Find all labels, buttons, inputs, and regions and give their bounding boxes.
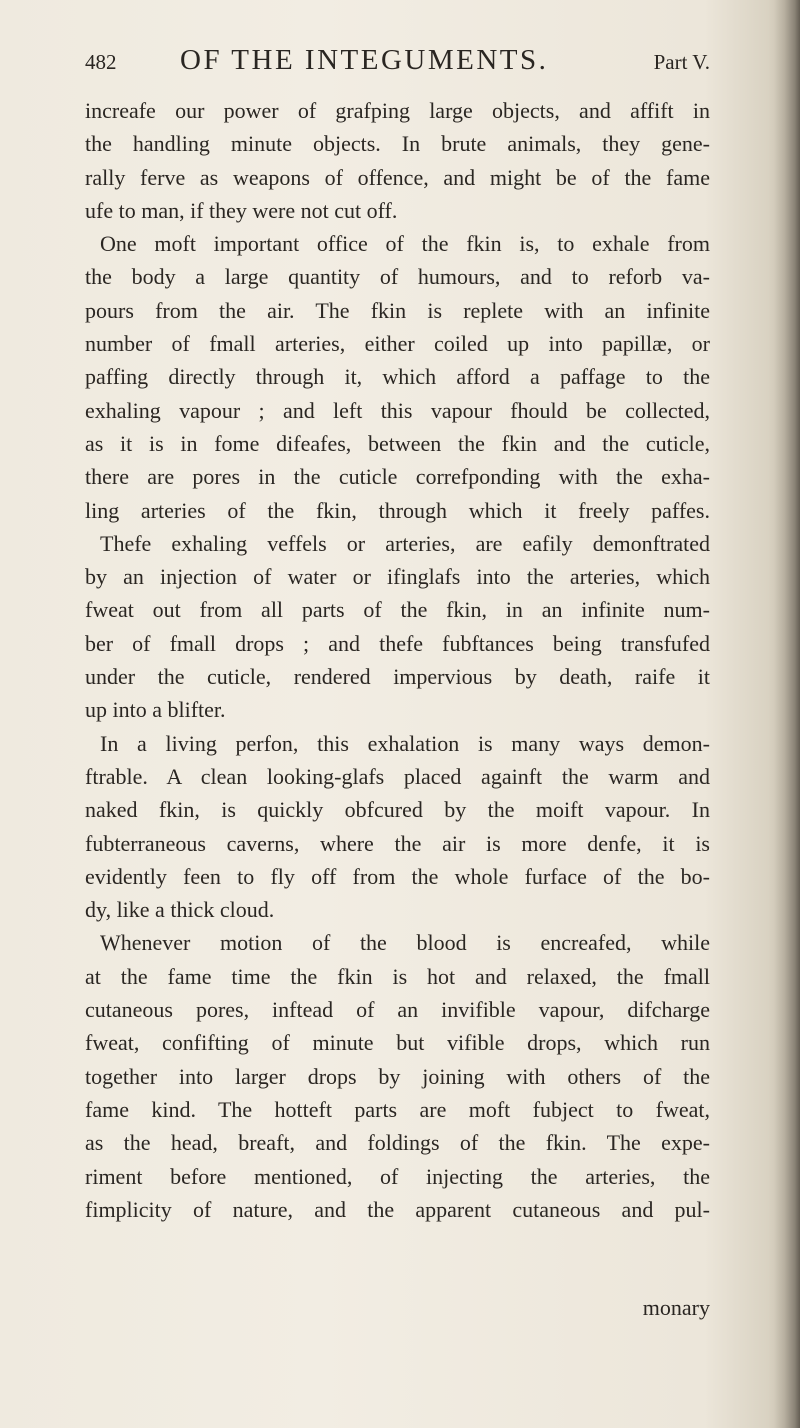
text-line: paffing directly through it, which afford a paffage to the (85, 364, 710, 390)
text-line: as the head, breaft, and foldings of the fkin. The expe- (85, 1130, 710, 1156)
text-line: fame kind. The hotteft parts are moft fubject to fweat, (85, 1096, 710, 1122)
text-line: ufe to man, if they were not cut off. (85, 197, 398, 223)
text-line: together into larger drops by joining with others of the (85, 1063, 710, 1089)
text-line: ber of fmall drops ; and thefe fubftances being transfufed (85, 630, 710, 656)
page-gutter-shadow (774, 0, 800, 1428)
text-line: the handling minute objects. In brute animals, they gene- (85, 131, 710, 157)
text-line: exhaling vapour ; and left this vapour fhould be collected, (85, 397, 710, 423)
text-line: pours from the air. The fkin is replete with an infinite (85, 297, 710, 323)
page-header (85, 44, 710, 88)
text-line: dy, like a thick cloud. (85, 897, 275, 923)
catchword: monary (642, 1295, 710, 1320)
text-line: by an injection of water or ifinglafs into the arteries, which (85, 564, 710, 590)
text-line: fimplicity of nature, and the apparent cutaneous and pul- (85, 1196, 710, 1222)
body-text (85, 94, 710, 1226)
running-title: OF THE INTEGUMENTS. (180, 44, 549, 76)
text-line: rally ferve as weapons of offence, and might be of the fame (85, 164, 710, 190)
text-line: under the cuticle, rendered impervious by death, raife it (85, 664, 710, 690)
text-line: ftrable. A clean looking-glafs placed againft the warm and (85, 763, 710, 789)
text-line: Whenever motion of the blood is encreafed, while (100, 930, 710, 956)
text-line: fubterraneous caverns, where the air is more denfe, it is (85, 830, 710, 856)
text-line: there are pores in the cuticle correfponding with the exha- (85, 464, 710, 490)
text-line: at the fame time the fkin is hot and relaxed, the fmall (85, 963, 710, 989)
text-line: as it is in fome difeafes, between the fkin and the cuticle, (85, 430, 710, 456)
text-line: cutaneous pores, inftead of an invifible vapour, difcharge (85, 997, 710, 1023)
text-line: Thefe exhaling veffels or arteries, are eafily demonftrated (100, 530, 710, 556)
text-line: up into a blifter. (85, 697, 226, 723)
text-line: One moft important office of the fkin is, to exhale from (100, 231, 710, 257)
text-line: the body a large quantity of humours, and to reforb va- (85, 264, 710, 290)
text-line: number of fmall arteries, either coiled up into papillæ, or (85, 331, 710, 357)
part-label: Part V. (653, 50, 710, 74)
page-number: 482 (85, 50, 117, 74)
text-line: riment before mentioned, of injecting the arteries, the (85, 1163, 710, 1189)
text-line: evidently feen to fly off from the whole furface of the bo- (85, 863, 710, 889)
text-line: ling arteries of the fkin, through which it freely paffes. (85, 497, 710, 523)
text-line: increafe our power of grafping large objects, and affift in (85, 98, 710, 123)
text-line: fweat, confifting of minute but vifible drops, which run (85, 1030, 710, 1056)
text-line: naked fkin, is quickly obfcured by the moift vapour. In (85, 797, 710, 823)
text-line: In a living perfon, this exhalation is many ways demon- (100, 730, 710, 756)
text-line: fweat out from all parts of the fkin, in an infinite num- (85, 597, 710, 623)
